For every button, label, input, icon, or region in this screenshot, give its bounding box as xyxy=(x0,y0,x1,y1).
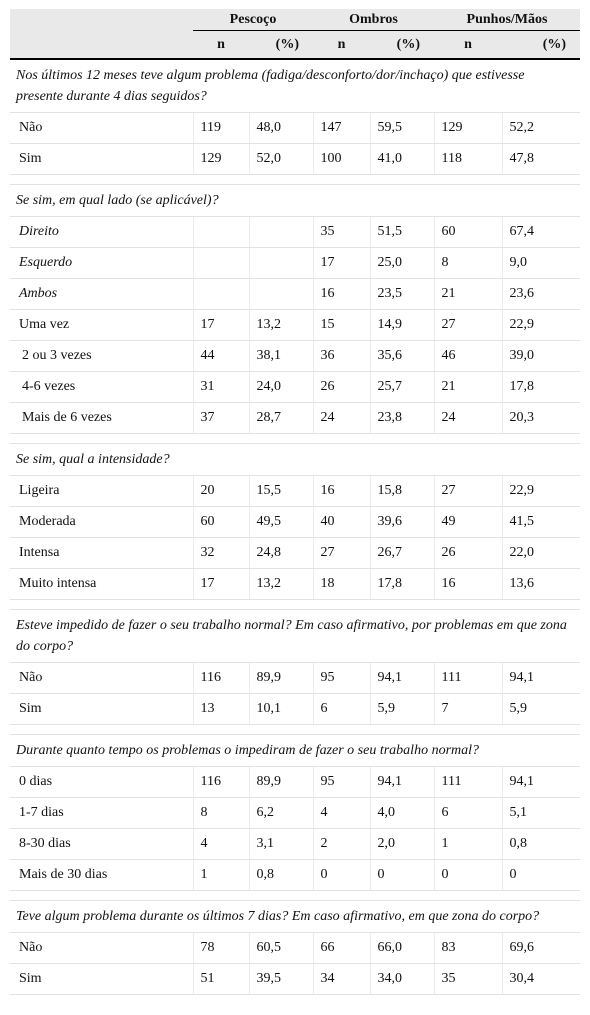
spacer-cell xyxy=(10,600,580,610)
table-row xyxy=(10,341,580,372)
header-sub-n: n xyxy=(313,31,370,60)
table-row xyxy=(10,507,580,538)
cell-percent: 89,9 xyxy=(249,663,313,694)
cell-count: 40 xyxy=(313,507,370,538)
cell-percent: 13,2 xyxy=(249,569,313,600)
cell-count: 15 xyxy=(313,310,370,341)
table-header xyxy=(10,9,580,59)
cell-count: 21 xyxy=(434,372,502,403)
header-sub-percent: (%) xyxy=(249,31,313,60)
cell-count: 17 xyxy=(193,310,249,341)
cell-count: 46 xyxy=(434,341,502,372)
cell-count: 2 xyxy=(313,829,370,860)
cell-count: 49 xyxy=(434,507,502,538)
cell-count: 32 xyxy=(193,538,249,569)
table-row xyxy=(10,694,580,725)
section-spacer xyxy=(10,434,580,444)
cell-count: 66 xyxy=(313,933,370,964)
section-heading-row xyxy=(10,185,580,217)
cell-count: 17 xyxy=(193,569,249,600)
cell-count: 31 xyxy=(193,372,249,403)
row-label: Sim xyxy=(10,144,193,175)
section-question: Durante quanto tempo os problemas o impediram de fazer o seu trabalho normal? xyxy=(10,735,580,767)
cell-percent: 30,4 xyxy=(502,964,580,995)
row-label: Não xyxy=(10,663,193,694)
cell-percent: 94,1 xyxy=(502,767,580,798)
cell-percent: 39,6 xyxy=(370,507,434,538)
header-sub-percent: (%) xyxy=(502,31,580,60)
row-label: Não xyxy=(10,933,193,964)
cell-percent: 9,0 xyxy=(502,248,580,279)
header-group-wrists-hands: Punhos/Mãos xyxy=(434,9,580,31)
cell-count: 26 xyxy=(313,372,370,403)
cell-percent: 94,1 xyxy=(502,663,580,694)
section-question: Se sim, em qual lado (se aplicável)? xyxy=(10,185,580,217)
table-row xyxy=(10,538,580,569)
section-heading-row xyxy=(10,901,580,933)
cell-count: 111 xyxy=(434,767,502,798)
cell-percent: 15,8 xyxy=(370,476,434,507)
cell-count: 24 xyxy=(313,403,370,434)
cell-count: 17 xyxy=(313,248,370,279)
cell-percent: 23,5 xyxy=(370,279,434,310)
cell-count: 129 xyxy=(193,144,249,175)
cell-count: 147 xyxy=(313,113,370,144)
cell-count: 35 xyxy=(434,964,502,995)
cell-count: 8 xyxy=(434,248,502,279)
cell-count: 21 xyxy=(434,279,502,310)
header-group-shoulders: Ombros xyxy=(313,9,434,31)
cell-percent: 22,9 xyxy=(502,476,580,507)
row-label: 2 ou 3 vezes xyxy=(10,341,193,372)
cell-percent: 4,0 xyxy=(370,798,434,829)
spacer-cell xyxy=(10,891,580,901)
cell-percent: 14,9 xyxy=(370,310,434,341)
cell-count: 95 xyxy=(313,663,370,694)
row-label: Esquerdo xyxy=(10,248,193,279)
header-empty-subcell xyxy=(10,31,193,60)
cell-percent: 35,6 xyxy=(370,341,434,372)
cell-count: 111 xyxy=(434,663,502,694)
section-spacer xyxy=(10,175,580,185)
cell-percent: 60,5 xyxy=(249,933,313,964)
table-body xyxy=(10,59,580,995)
cell-count: 4 xyxy=(193,829,249,860)
cell-percent: 17,8 xyxy=(502,372,580,403)
row-label: 4-6 vezes xyxy=(10,372,193,403)
table-row xyxy=(10,279,580,310)
spacer-cell xyxy=(10,725,580,735)
cell-percent: 0,8 xyxy=(502,829,580,860)
cell-percent: 94,1 xyxy=(370,663,434,694)
cell-percent: 0 xyxy=(370,860,434,891)
cell-count: 118 xyxy=(434,144,502,175)
cell-count xyxy=(193,248,249,279)
data-table xyxy=(10,9,580,995)
cell-percent: 23,8 xyxy=(370,403,434,434)
table-row xyxy=(10,372,580,403)
spacer-cell xyxy=(10,175,580,185)
cell-percent: 47,8 xyxy=(502,144,580,175)
cell-count: 119 xyxy=(193,113,249,144)
cell-count: 129 xyxy=(434,113,502,144)
cell-count: 95 xyxy=(313,767,370,798)
cell-count: 78 xyxy=(193,933,249,964)
row-label: Uma vez xyxy=(10,310,193,341)
cell-count: 27 xyxy=(313,538,370,569)
data-table-container xyxy=(10,9,580,995)
cell-percent: 49,5 xyxy=(249,507,313,538)
cell-percent: 48,0 xyxy=(249,113,313,144)
cell-percent: 2,0 xyxy=(370,829,434,860)
cell-percent: 38,1 xyxy=(249,341,313,372)
cell-count: 4 xyxy=(313,798,370,829)
cell-percent: 24,8 xyxy=(249,538,313,569)
table-row xyxy=(10,860,580,891)
cell-percent xyxy=(249,217,313,248)
cell-percent: 0 xyxy=(502,860,580,891)
header-sub-n: n xyxy=(193,31,249,60)
cell-count: 24 xyxy=(434,403,502,434)
cell-count: 44 xyxy=(193,341,249,372)
table-row xyxy=(10,663,580,694)
cell-count: 116 xyxy=(193,767,249,798)
row-label: Intensa xyxy=(10,538,193,569)
cell-percent: 22,9 xyxy=(502,310,580,341)
table-row xyxy=(10,476,580,507)
cell-count: 34 xyxy=(313,964,370,995)
section-heading-row xyxy=(10,59,580,113)
row-label: Mais de 30 dias xyxy=(10,860,193,891)
row-label: 1-7 dias xyxy=(10,798,193,829)
cell-percent: 28,7 xyxy=(249,403,313,434)
cell-percent: 15,5 xyxy=(249,476,313,507)
cell-count: 16 xyxy=(313,279,370,310)
section-question: Se sim, qual a intensidade? xyxy=(10,444,580,476)
header-sub-n: n xyxy=(434,31,502,60)
cell-count: 27 xyxy=(434,476,502,507)
table-row xyxy=(10,798,580,829)
table-row xyxy=(10,767,580,798)
cell-percent: 67,4 xyxy=(502,217,580,248)
header-sub-percent: (%) xyxy=(370,31,434,60)
cell-count: 83 xyxy=(434,933,502,964)
cell-percent: 94,1 xyxy=(370,767,434,798)
cell-percent: 24,0 xyxy=(249,372,313,403)
cell-count: 60 xyxy=(193,507,249,538)
cell-percent: 20,3 xyxy=(502,403,580,434)
table-row xyxy=(10,933,580,964)
row-label: Ambos xyxy=(10,279,193,310)
row-label: Direito xyxy=(10,217,193,248)
cell-percent: 5,1 xyxy=(502,798,580,829)
cell-percent: 6,2 xyxy=(249,798,313,829)
cell-percent: 13,6 xyxy=(502,569,580,600)
row-label: Muito intensa xyxy=(10,569,193,600)
cell-count: 0 xyxy=(434,860,502,891)
cell-count: 1 xyxy=(193,860,249,891)
cell-percent: 25,7 xyxy=(370,372,434,403)
cell-percent: 13,2 xyxy=(249,310,313,341)
cell-percent: 89,9 xyxy=(249,767,313,798)
section-spacer xyxy=(10,725,580,735)
section-heading-row xyxy=(10,610,580,663)
cell-percent: 10,1 xyxy=(249,694,313,725)
table-row xyxy=(10,248,580,279)
cell-count: 13 xyxy=(193,694,249,725)
row-label: Mais de 6 vezes xyxy=(10,403,193,434)
cell-percent: 25,0 xyxy=(370,248,434,279)
cell-count: 0 xyxy=(313,860,370,891)
cell-percent: 34,0 xyxy=(370,964,434,995)
table-row xyxy=(10,144,580,175)
cell-count: 36 xyxy=(313,341,370,372)
cell-percent: 51,5 xyxy=(370,217,434,248)
cell-percent: 3,1 xyxy=(249,829,313,860)
row-label: Sim xyxy=(10,964,193,995)
row-label: 0 dias xyxy=(10,767,193,798)
cell-percent: 5,9 xyxy=(370,694,434,725)
table-row xyxy=(10,829,580,860)
cell-count: 16 xyxy=(434,569,502,600)
cell-count: 35 xyxy=(313,217,370,248)
row-label: Sim xyxy=(10,694,193,725)
cell-count: 6 xyxy=(434,798,502,829)
spacer-cell xyxy=(10,434,580,444)
table-row xyxy=(10,569,580,600)
cell-percent: 17,8 xyxy=(370,569,434,600)
header-empty-cell xyxy=(10,9,193,31)
row-label: Não xyxy=(10,113,193,144)
cell-percent xyxy=(249,248,313,279)
row-label: 8-30 dias xyxy=(10,829,193,860)
cell-count: 20 xyxy=(193,476,249,507)
cell-percent: 39,0 xyxy=(502,341,580,372)
cell-percent: 0,8 xyxy=(249,860,313,891)
cell-percent: 39,5 xyxy=(249,964,313,995)
cell-count: 100 xyxy=(313,144,370,175)
section-question: Nos últimos 12 meses teve algum problema (fadiga/desconforto/dor/inchaço) que estivesse presente durante 4 dias seguidos? xyxy=(10,59,580,113)
cell-count: 1 xyxy=(434,829,502,860)
cell-percent: 41,5 xyxy=(502,507,580,538)
cell-count xyxy=(193,279,249,310)
section-question: Teve algum problema durante os últimos 7 dias? Em caso afirmativo, em que zona do corpo? xyxy=(10,901,580,933)
cell-count: 7 xyxy=(434,694,502,725)
cell-count: 51 xyxy=(193,964,249,995)
cell-percent: 52,0 xyxy=(249,144,313,175)
cell-count: 37 xyxy=(193,403,249,434)
cell-count: 116 xyxy=(193,663,249,694)
cell-percent xyxy=(249,279,313,310)
cell-percent: 69,6 xyxy=(502,933,580,964)
section-question: Esteve impedido de fazer o seu trabalho normal? Em caso afirmativo, por problemas em que zona do corpo? xyxy=(10,610,580,663)
cell-count: 16 xyxy=(313,476,370,507)
cell-count xyxy=(193,217,249,248)
cell-percent: 22,0 xyxy=(502,538,580,569)
cell-percent: 5,9 xyxy=(502,694,580,725)
table-row xyxy=(10,310,580,341)
cell-percent: 41,0 xyxy=(370,144,434,175)
cell-percent: 23,6 xyxy=(502,279,580,310)
section-heading-row xyxy=(10,735,580,767)
cell-count: 18 xyxy=(313,569,370,600)
cell-count: 60 xyxy=(434,217,502,248)
table-row xyxy=(10,964,580,995)
cell-count: 27 xyxy=(434,310,502,341)
row-label: Ligeira xyxy=(10,476,193,507)
cell-percent: 26,7 xyxy=(370,538,434,569)
section-spacer xyxy=(10,891,580,901)
section-spacer xyxy=(10,600,580,610)
row-label: Moderada xyxy=(10,507,193,538)
table-row xyxy=(10,403,580,434)
cell-count: 8 xyxy=(193,798,249,829)
cell-percent: 52,2 xyxy=(502,113,580,144)
cell-count: 26 xyxy=(434,538,502,569)
cell-percent: 59,5 xyxy=(370,113,434,144)
section-heading-row xyxy=(10,444,580,476)
table-row xyxy=(10,113,580,144)
table-row xyxy=(10,217,580,248)
cell-percent: 66,0 xyxy=(370,933,434,964)
cell-count: 6 xyxy=(313,694,370,725)
header-group-neck: Pescoço xyxy=(193,9,313,31)
